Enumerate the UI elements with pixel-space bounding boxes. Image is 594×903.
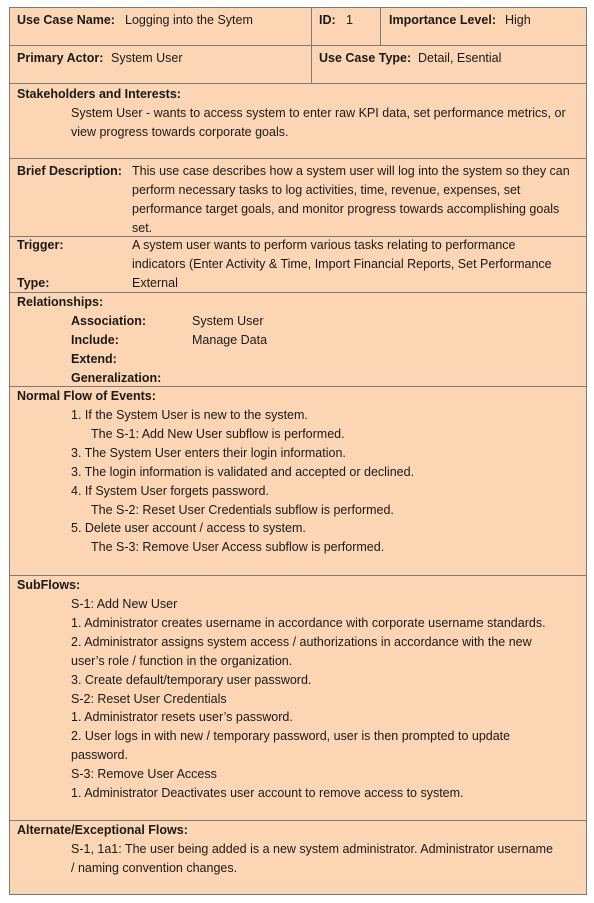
normal-flow-label: Normal Flow of Events: bbox=[17, 389, 156, 403]
alternate-flow-line: / naming convention changes. bbox=[71, 860, 238, 875]
row-divider bbox=[10, 45, 586, 46]
column-divider bbox=[380, 8, 381, 45]
use-case-type-value: Detail, Esential bbox=[418, 51, 502, 65]
stakeholders-text bbox=[71, 104, 566, 142]
subflow-line: 2. Administrator assigns system access / authorizations in accordance with the new bbox=[71, 634, 532, 649]
brief-description-line: This use case describes how a system user will log into the system so they can bbox=[132, 164, 570, 178]
stakeholders-label: Stakeholders and Interests: bbox=[17, 87, 181, 101]
stakeholders-line: System User - wants to access system to enter raw KPI data, set performance metrics, or bbox=[71, 106, 566, 120]
trigger-label: Trigger: bbox=[17, 238, 64, 252]
subflow-line: S-3: Remove User Access bbox=[71, 767, 217, 782]
brief-description-line: set. bbox=[132, 220, 153, 235]
row-divider bbox=[10, 575, 586, 576]
type-label: Type: bbox=[17, 276, 50, 290]
brief-description-line: perform necessary tasks to log activities, time, revenue, expenses, set bbox=[132, 182, 521, 197]
subflows-text bbox=[71, 595, 546, 803]
importance-level-value: High bbox=[505, 13, 531, 27]
subflow-line: user’s role / function in the organization. bbox=[71, 653, 293, 668]
primary-actor-value: System User bbox=[111, 51, 183, 65]
primary-actor-label: Primary Actor: bbox=[17, 51, 104, 65]
subflow-line: S-1: Add New User bbox=[71, 597, 178, 611]
flow-substep: The S-3: Remove User Access subflow is performed. bbox=[91, 540, 385, 555]
subflow-line: 1. Administrator creates username in accordance with corporate username standards. bbox=[71, 615, 546, 630]
column-divider bbox=[311, 8, 312, 83]
subflows-label: SubFlows: bbox=[17, 578, 81, 592]
generalization-label: Generalization: bbox=[71, 371, 162, 385]
relationships-label: Relationships: bbox=[17, 295, 104, 309]
id-value: 1 bbox=[346, 13, 353, 27]
id-label: ID: bbox=[319, 13, 336, 27]
trigger-text bbox=[132, 236, 552, 274]
alternate-flows-label: Alternate/Exceptional Flows: bbox=[17, 823, 188, 837]
trigger-line: A system user wants to perform various tasks relating to performance bbox=[132, 238, 516, 252]
flow-substep: The S-1: Add New User subflow is performed. bbox=[91, 426, 345, 441]
importance-level-label: Importance Level: bbox=[389, 13, 496, 27]
use-case-document bbox=[9, 7, 587, 895]
flow-step: 1. If the System User is new to the system. bbox=[71, 408, 308, 422]
stakeholders-line: view progress towards corporate goals. bbox=[71, 124, 289, 139]
brief-description-label: Brief Description: bbox=[17, 164, 122, 178]
flow-substep: The S-2: Reset User Credentials subflow is performed. bbox=[91, 502, 394, 517]
type-value: External bbox=[132, 276, 178, 290]
normal-flow-list bbox=[71, 406, 414, 557]
subflow-line: 2. User logs in with new / temporary password, user is then prompted to update bbox=[71, 729, 511, 744]
flow-step: 3. The System User enters their login information. bbox=[71, 445, 346, 460]
subflow-line: 1. Administrator resets user’s password. bbox=[71, 710, 293, 725]
alternate-flow-line: S-1, 1a1: The user being added is a new system administrator. Administrator username bbox=[71, 842, 553, 856]
subflow-line: S-2: Reset User Credentials bbox=[71, 691, 227, 706]
flow-step: 5. Delete user account / access to system. bbox=[71, 521, 306, 536]
brief-description-text bbox=[132, 162, 570, 238]
use-case-name-value: Logging into the Sytem bbox=[125, 13, 253, 27]
alternate-flows-text bbox=[71, 840, 553, 878]
subflow-line: password. bbox=[71, 748, 128, 763]
include-value: Manage Data bbox=[192, 333, 268, 347]
include-label: Include: bbox=[71, 333, 119, 347]
subflow-line: 3. Create default/temporary user password. bbox=[71, 672, 312, 687]
row-divider bbox=[10, 158, 586, 159]
use-case-name-label: Use Case Name: bbox=[17, 13, 115, 27]
row-divider bbox=[10, 83, 586, 84]
brief-description-line: performance target goals, and monitor progress towards accomplishing goals bbox=[132, 201, 560, 216]
flow-step: 3. The login information is validated and accepted or declined. bbox=[71, 464, 415, 479]
association-label: Association: bbox=[71, 314, 147, 328]
subflow-line: 1. Administrator Deactivates user account to remove access to system. bbox=[71, 786, 464, 801]
extend-label: Extend: bbox=[71, 352, 117, 366]
trigger-line: indicators (Enter Activity & Time, Import Financial Reports, Set Performance bbox=[132, 256, 552, 271]
association-value: System User bbox=[192, 314, 264, 328]
use-case-type-label: Use Case Type: bbox=[319, 51, 412, 65]
flow-step: 4. If System User forgets password. bbox=[71, 483, 269, 498]
